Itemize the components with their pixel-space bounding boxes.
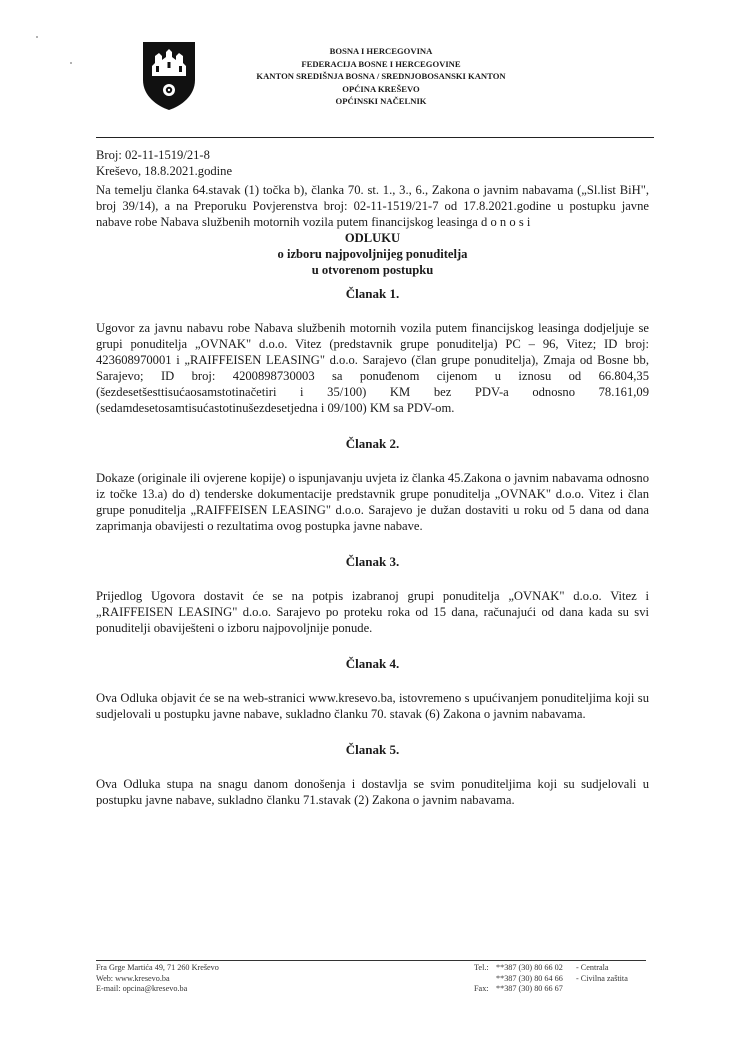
article-1-heading: Članak 1. [345,286,400,301]
header-mayor: OPĆINSKI NAČELNIK [335,96,427,107]
footer-fax-row [474,984,628,995]
footer-divider [96,960,646,961]
footer-tel-number: **387 (30) 80 66 02 [496,963,563,972]
footer-fax-number: **387 (30) 80 66 67 [496,984,563,993]
decision-subtitle-line: u otvorenom postupku [311,263,434,277]
header-municipality: OPĆINA KREŠEVO [342,83,420,94]
footer-contact-left [96,963,219,995]
footer-tel2-row [474,974,628,985]
article-5-heading: Članak 5. [345,742,400,757]
article-1-text: Ugovor za javnu nabavu robe Nabava službenih motornih vozila putem financijskog leasinga dodjeljuje se grupi ponuditelja „OVNAK" d.o.o. Vitez (predstavnik grupe ponuditelja) PC – 96, Vitez; ID broj: 423608970001 i „RAIFFEISEN LEASING" d.o.o. Sarajevo (član grupe ponuditelja), Zmaja od Bosne bb, Sarajevo; ID broj: 4200898730003 sa ponuđenom cijenom u iznosu od 66.804,35 (šezdesetšesttisućaosamstotinačetiri i 35/100) KM bez PDV-a odnosno 78.161,09 (sedamdesetosamtisućastotinušezdesetjedna i 09/100) KM sa PDV-om. [96,321,649,415]
footer-tel2-note: - Civilna zaštita [576,973,628,983]
document-body [96,182,649,808]
footer-tel2-number: **387 (30) 80 64 66 [496,973,563,983]
article-3-heading: Članak 3. [345,554,400,569]
footer-email: E-mail: opcina@kresevo.ba [96,984,188,993]
article-3-text: Prijedlog Ugovora dostavit će se na potpis izabranoj grupi ponuditelja „OVNAK" d.o.o. Vitez i „RAIFFEISEN LEASING" d.o.o. Sarajevo po proteku roka od 15 dana, računajući od dana kada su svi ponuditelji obaviješteni o izboru najpovoljnije ponude. [96,589,649,635]
document-date: Kreševo, 18.8.2021.godine [96,164,233,178]
article-4-heading: Članak 4. [345,656,400,671]
footer-fax-label: Fax: [474,984,489,993]
header-country: BOSNA I HERCEGOVINA [329,46,433,56]
footer-tel-row [474,963,628,974]
header-federation: FEDERACIJA BOSNE I HERCEGOVINE [301,58,461,69]
footer-address: Fra Grge Martića 49, 71 260 Kreševo [96,963,219,972]
decision-subtitle-line: o izboru najpovoljnijeg ponuditelja [277,247,468,261]
document-header [210,45,552,108]
decision-title-line: ODLUKU [344,231,401,245]
header-canton: KANTON SREDIŠNJA BOSNA / SREDNJOBOSANSKI KANTON [256,71,506,82]
footer-tel-note: - Centrala [576,963,609,972]
intro-paragraph: Na temelju članka 64.stavak (1) točka b), članka 70. st. 1., 3., 6., Zakona o javnim nabavama („Sl.list BiH", broj 39/14), a na Preporuku Povjerenstva broj: 02-11-1519/21-7 od 17.8.2021.godine u postupku javne nabave robe Nabava službenih motornih vozila putem financijskog leasinga d o n o s i [96,183,649,229]
article-4-text: Ova Odluka objavit će se na web-stranici www.kresevo.ba, istovremeno s upućivanjem ponuditeljima koji su sudjelovali u postupku javne nabave, sukladno članku 70. stavak (6) Zakona o javnim nabavama. [96,691,649,721]
scan-speck [70,62,72,64]
article-2-heading: Članak 2. [345,436,400,451]
footer-tel-label: Tel.: [474,963,489,972]
footer-contact-right [474,963,628,995]
scan-speck [36,36,38,38]
article-2-text: Dokaze (originale ili ovjerene kopije) o ispunjavanju uvjeta iz članka 45.Zakona o javnim nabavama odnosno iz točke 13.a) do d) tenderske dokumentacije predstavnik grupe ponuditelja „OVNAK" d.o.o. Vitez i član grupe ponuditelja „RAIFFEISEN LEASING" d.o.o. Sarajevo je dužan dostaviti u roku od 5 dana od dana zaprimanja obavijesti o rezultatima ovog postupka javne nabave. [96,471,649,533]
kresevo-coat-of-arms-icon [141,40,197,112]
reference-number: Broj: 02-11-1519/21-8 [96,148,210,162]
decision-title [96,230,649,278]
article-5-text: Ova Odluka stupa na snagu danom donošenja i dostavlja se svim ponuditeljima koji su sudjelovali u postupku javne nabave, sukladno članku 71.stavak (2) Zakona o javnim nabavama. [96,777,649,807]
document-meta [96,147,232,179]
header-divider [96,137,654,138]
footer-web: Web: www.kresevo.ba [96,973,170,983]
